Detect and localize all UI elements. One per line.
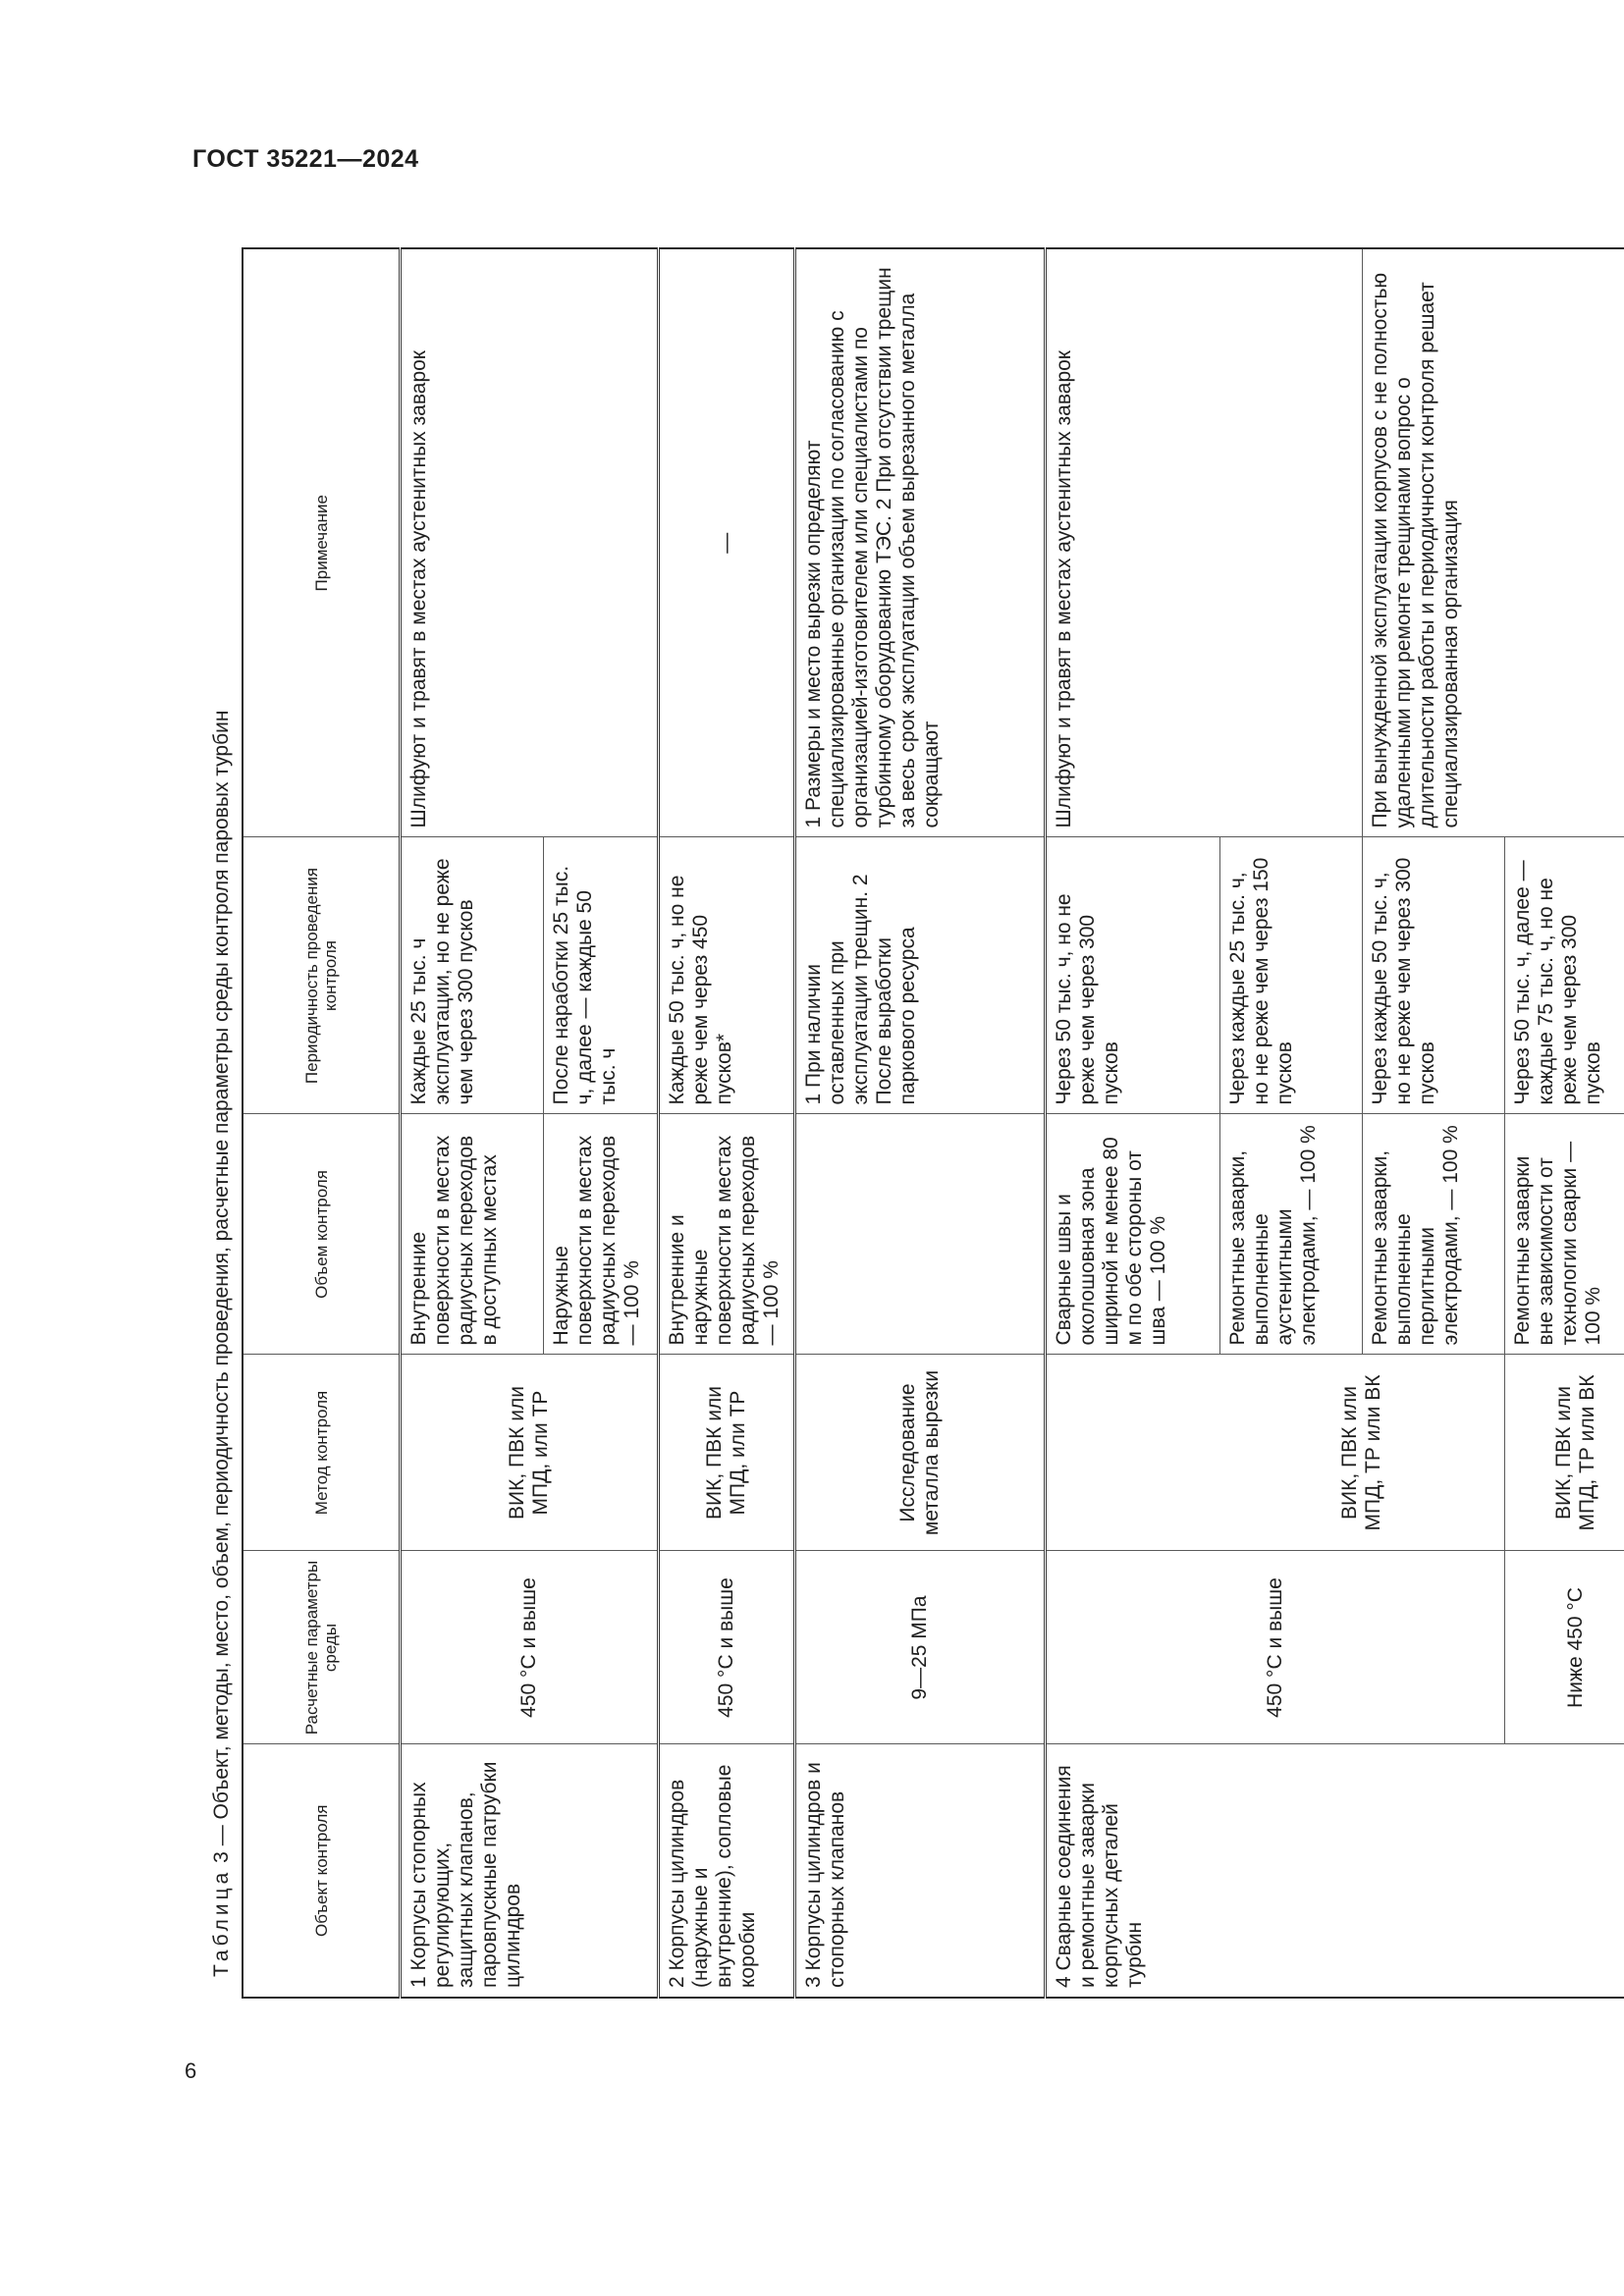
cell-note: Шлифуют и травят в местах аустенитных заварок [401,248,659,837]
col-header-note: Примечание [243,248,401,837]
cell-object: 3 Корпусы цилиндров и стопорных клапанов [795,1744,1046,1998]
rotated-table-area [206,229,1604,2085]
cell-volume [795,1114,1046,1355]
cell-params: 450 °С и выше [1046,1551,1505,1744]
cell-object: 4 Сварные соединения и ремонтные заварки корпусных деталей турбин [1046,1744,1624,1998]
table-row [659,248,795,1998]
cell-method: ВИК, ПВК или МПД, ТР или ВК [1505,1355,1624,1551]
cell-method: Исследование металла вырезки [795,1355,1046,1551]
cell-method: ВИК, ПВК или МПД, или ТР [659,1355,795,1551]
cell-period: Через 50 тыс. ч, но не реже чем через 300 пусков [1046,837,1220,1114]
cell-period: Через каждые 25 тыс. ч, но не реже чем через 150 пусков [1220,837,1363,1114]
page-number: 6 [185,2058,197,2083]
table-caption [210,711,234,1977]
cell-object: 2 Корпусы цилиндров (наружные и внутренние), сопловые коробки [659,1744,795,1998]
table-row [795,248,1046,1998]
table-row [1046,248,1220,1998]
col-header-volume: Объем контроля [243,1114,401,1355]
cell-period: 1 При наличии оставленных при эксплуатации трещин. 2 После выработки паркового ресурса [795,837,1046,1114]
cell-note: 1 Размеры и место вырезки определяют специализированные организации по согласованию с организацией-изготовителем или специалистами по турбинному оборудованию ТЭС. 2 При отсутствии трещин за весь срок эксплуатации объем вырезанного металла сокращают [795,248,1046,837]
cell-method: ВИК, ПВК или МПД, ТР или ВК [1220,1355,1505,1551]
table-header-row [243,248,401,1998]
cell-method: ВИК, ПВК или МПД, или ТР [401,1355,659,1551]
cell-volume: Сварные швы и околошовная зона шириной не менее 80 м по обе стороны от шва — 100 % [1046,1114,1220,1355]
cell-period: Каждые 50 тыс. ч, но не реже чем через 450 пусков* [659,837,795,1114]
cell-params: 9—25 МПа [795,1551,1046,1744]
table-row [401,248,544,1998]
col-header-object: Объект контроля [243,1744,401,1998]
control-parameters-table [242,247,1624,1999]
col-header-method: Метод контроля [243,1355,401,1551]
cell-params: Ниже 450 °С [1505,1551,1624,1744]
cell-params: 450 °С и выше [659,1551,795,1744]
cell-method [1046,1355,1220,1551]
cell-volume: Ремонтные заварки, выполненные аустенитными электродами, — 100 % [1220,1114,1363,1355]
cell-period: Через каждые 50 тыс. ч, но не реже чем через 300 пусков [1363,837,1505,1114]
table-caption-prefix: Таблица [210,1868,233,1977]
table-caption-text: 3 — Объект, методы, место, объем, периодичность проведения, расчетные параметры среды контроля паровых турбин [210,710,233,1863]
cell-params: 450 °С и выше [401,1551,659,1744]
document-title: ГОСТ 35221—2024 [192,145,419,173]
cell-volume: Ремонтные заварки, выполненные перлитными электродами, — 100 % [1363,1114,1505,1355]
cell-period: Через 50 тыс. ч, далее — каждые 75 тыс. ч, но не реже чем через 300 пусков [1505,837,1624,1114]
cell-note: Шлифуют и травят в местах аустенитных заварок [1046,248,1363,837]
col-header-period: Периодичность проведения контроля [243,837,401,1114]
cell-object: 1 Корпусы стопорных регулирующих, защитных клапанов, паровпускные патрубки цилиндров [401,1744,659,1998]
cell-volume: Ремонтные заварки вне зависимости от технологии сварки — 100 % [1505,1114,1624,1355]
cell-period: После наработки 25 тыс. ч, далее — каждые 50 тыс. ч [544,837,659,1114]
cell-note: При вынужденной эксплуатации корпусов с не полностью удаленными при ремонте трещинами вопрос о длительности работы и периодичности контроля решает специализированная организация [1363,248,1624,837]
cell-volume: Внутренние и наружные поверхности в местах радиусных переходов — 100 % [659,1114,795,1355]
cell-period: Каждые 25 тыс. ч эксплуатации, но не реже чем через 300 пусков [401,837,544,1114]
cell-note: — [659,248,795,837]
col-header-params: Расчетные параметры среды [243,1551,401,1744]
cell-volume: Внутренние поверхности в местах радиусных переходов в доступных местах [401,1114,544,1355]
cell-volume: Наружные поверхности в местах радиусных переходов — 100 % [544,1114,659,1355]
